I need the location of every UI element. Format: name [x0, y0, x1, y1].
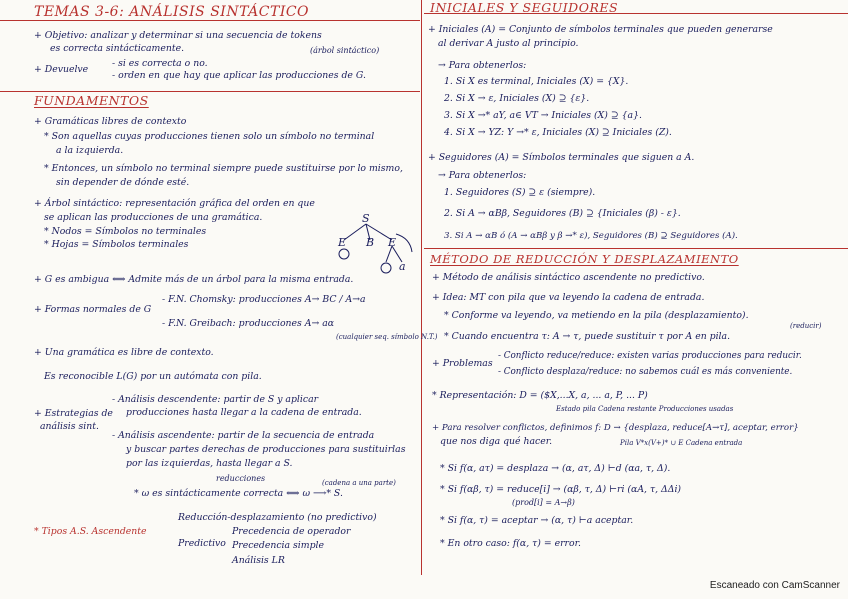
- firsts-how: → Para obtenerlos:: [438, 60, 527, 71]
- fund-line-1: + Gramáticas libres de contexto: [34, 116, 187, 127]
- normal-forms-label: + Formas normales de G: [34, 304, 152, 315]
- fund-line-3: a la izquierda.: [56, 145, 124, 156]
- greibach-note: (cualquier seq. símbolo N.T.): [336, 333, 438, 341]
- rule-shift: * Si f(α, aτ) = desplaza → (α, aτ, Δ) ⊢d (αa, τ, Δ).: [440, 463, 671, 474]
- fund-line-9: * Hojas = Símbolos terminales: [44, 239, 189, 250]
- rule-reduce: * Si f(αβ, τ) = reduce[i] → (αβ, τ, Δ) ⊢ri (αA, τ, ΔΔi): [440, 484, 682, 495]
- strategy-ascending-2: y buscar partes derechas de producciones para sustituirlas: [126, 444, 406, 455]
- problems-label: + Problemas: [432, 358, 493, 369]
- cfg-line: + Una gramática es libre de contexto.: [34, 347, 214, 358]
- fund-line-7: se aplican las producciones de una gramática.: [44, 212, 263, 223]
- strategy-descending-1: - Análisis descendente: partir de S y aplicar: [112, 394, 319, 405]
- resolve-note: Pila V*x(V+)* ∪ E Cadena entrada: [620, 439, 743, 447]
- returns-item-1: - si es correcta o no.: [112, 58, 208, 69]
- method-line-1: + Método de análisis sintáctico ascendente no predictivo.: [432, 272, 705, 283]
- rule-reduce-note: (prod[i] = A→β): [512, 498, 575, 507]
- type-simple-precedence: Precedencia simple: [232, 540, 325, 551]
- strategy-ascending-1: - Análisis ascendente: partir de la secuencia de entrada: [112, 430, 375, 441]
- problem-shift-reduce: - Conflicto desplaza/reduce: no sabemos cuál es más conveniente.: [498, 367, 793, 377]
- objective-note: (árbol sintáctico): [310, 46, 380, 55]
- column-divider: [421, 0, 422, 575]
- method-reduce-note: (reducir): [790, 322, 822, 330]
- firsts-line-2: al derivar A justo al principio.: [438, 38, 579, 49]
- correctness-line: * ω es sintácticamente correcta ⟺ ω ⟶* S.: [134, 488, 343, 499]
- returns-label: + Devuelve: [34, 64, 89, 75]
- follows-how: → Para obtenerlos:: [438, 170, 527, 181]
- method-line-2: + Idea: MT con pila que va leyendo la cadena de entrada.: [432, 292, 705, 303]
- rule-accept: * Si f(α, τ) = aceptar → (α, τ) ⊢a aceptar.: [440, 515, 634, 526]
- firsts-rule-4: 4. Si X → YZ: Y →* ε, Iniciales (X) ⊇ Iniciales (Z).: [444, 127, 672, 138]
- type-operator-precedence: Precedencia de operador: [232, 526, 351, 537]
- firsts-rule-3: 3. Si X →* aY, a∈ VT → Iniciales (X) ⊇ {a}.: [444, 110, 642, 121]
- tree-node-1: E: [338, 236, 347, 249]
- fund-line-2: * Son aquellas cuyas producciones tienen solo un símbolo no terminal: [44, 131, 375, 142]
- type-lr: Análisis LR: [232, 555, 285, 566]
- syntax-tree-sketch: [330, 212, 418, 278]
- title-rule-left: [0, 20, 420, 21]
- tree-node-3: E: [388, 236, 397, 249]
- resolve-line-2: que nos diga qué hacer.: [440, 436, 553, 447]
- type-predictive: Predictivo: [178, 538, 226, 549]
- objective-line-1: + Objetivo: analizar y determinar si una secuencia de tokens: [34, 30, 322, 41]
- chomsky-form: - F.N. Chomsky: producciones A→ BC / A→a: [162, 294, 366, 305]
- reductions-note: reducciones: [216, 474, 266, 483]
- resolve-line-1: + Para resolver conflictos, definimos f: D → {desplaza, reduce[A→τ], aceptar, error}: [432, 423, 799, 433]
- method-title: MÉTODO DE REDUCCIÓN Y DESPLAZAMIENTO: [430, 252, 739, 266]
- follows-rule-1: 1. Seguidores (S) ⊇ ε (siempre).: [444, 187, 596, 198]
- firsts-rule-2: 2. Si X → ε, Iniciales (X) ⊇ {ε}.: [444, 93, 590, 104]
- fund-line-5: sin depender de dónde esté.: [56, 177, 190, 188]
- firsts-line-1: + Iniciales (A) = Conjunto de símbolos terminales que pueden generarse: [428, 24, 773, 35]
- objective-line-2: es correcta sintácticamente.: [50, 43, 185, 54]
- ambiguity-line: + G es ambigua ⟺ Admite más de un árbol para la misma entrada.: [34, 274, 354, 285]
- right-title: INICIALES Y SEGUIDORES: [430, 0, 619, 15]
- left-title: TEMAS 3-6: ANÁLISIS SINTÁCTICO: [34, 4, 310, 20]
- tree-node-root: S: [362, 212, 370, 225]
- representation-note: Estado pila Cadena restante Producciones usadas: [556, 405, 734, 413]
- follows-rule-2: 2. Si A → αBβ, Seguidores (B) ⊇ {Iniciales (β) - ε}.: [444, 208, 681, 219]
- rule-error: * En otro caso: f(α, τ) = error.: [440, 538, 581, 549]
- ascending-types-label: * Tipos A.S. Ascendente: [34, 526, 147, 537]
- strategy-descending-2: producciones hasta llegar a la cadena de entrada.: [126, 407, 362, 418]
- fund-line-4: * Entonces, un símbolo no terminal siempre puede sustituirse por lo mismo,: [44, 163, 403, 174]
- method-line-4: * Cuando encuentra τ: A → τ, puede sustituir τ por A en pila.: [444, 331, 731, 342]
- pushdown-line: Es reconocible L(G) por un autómata con pila.: [44, 371, 262, 382]
- section-rule-right: [424, 248, 848, 249]
- chain-note: (cadena a una parte): [322, 479, 396, 487]
- strategies-label-2: análisis sint.: [40, 421, 99, 432]
- fund-line-8: * Nodos = Símbolos no terminales: [44, 226, 207, 237]
- firsts-rule-1: 1. Si X es terminal, Iniciales (X) = {X}.: [444, 76, 629, 87]
- scanner-footer: Escaneado con CamScanner: [709, 580, 840, 591]
- representation-line: * Representación: D = ($X,...X, a, ... a, P, ... P): [432, 390, 648, 401]
- follows-rule-3: 3. Si A → αB ó (A → αBβ y β →* ε), Seguidores (B) ⊇ Seguidores (A).: [444, 231, 738, 241]
- fund-line-6: + Árbol sintáctico: representación gráfica del orden en que: [34, 198, 315, 209]
- method-line-3: * Conforme va leyendo, va metiendo en la pila (desplazamiento).: [444, 310, 749, 321]
- section-rule-left: [0, 91, 420, 92]
- returns-item-2: - orden en que hay que aplicar las producciones de G.: [112, 70, 366, 81]
- type-shift-reduce: Reducción-desplazamiento (no predictivo): [178, 512, 377, 523]
- tree-node-2: B: [366, 236, 375, 249]
- follows-line: + Seguidores (A) = Símbolos terminales que siguen a A.: [428, 152, 695, 163]
- strategy-ascending-3: por las izquierdas, hasta llegar a S.: [126, 458, 293, 469]
- strategies-label-1: + Estrategias de: [34, 408, 113, 419]
- problem-reduce-reduce: - Conflicto reduce/reduce: existen varias producciones para reducir.: [498, 351, 802, 361]
- tree-node-4: a: [399, 260, 406, 273]
- fundamentals-title: FUNDAMENTOS: [34, 93, 149, 108]
- greibach-form: - F.N. Greibach: producciones A→ aα: [162, 318, 335, 329]
